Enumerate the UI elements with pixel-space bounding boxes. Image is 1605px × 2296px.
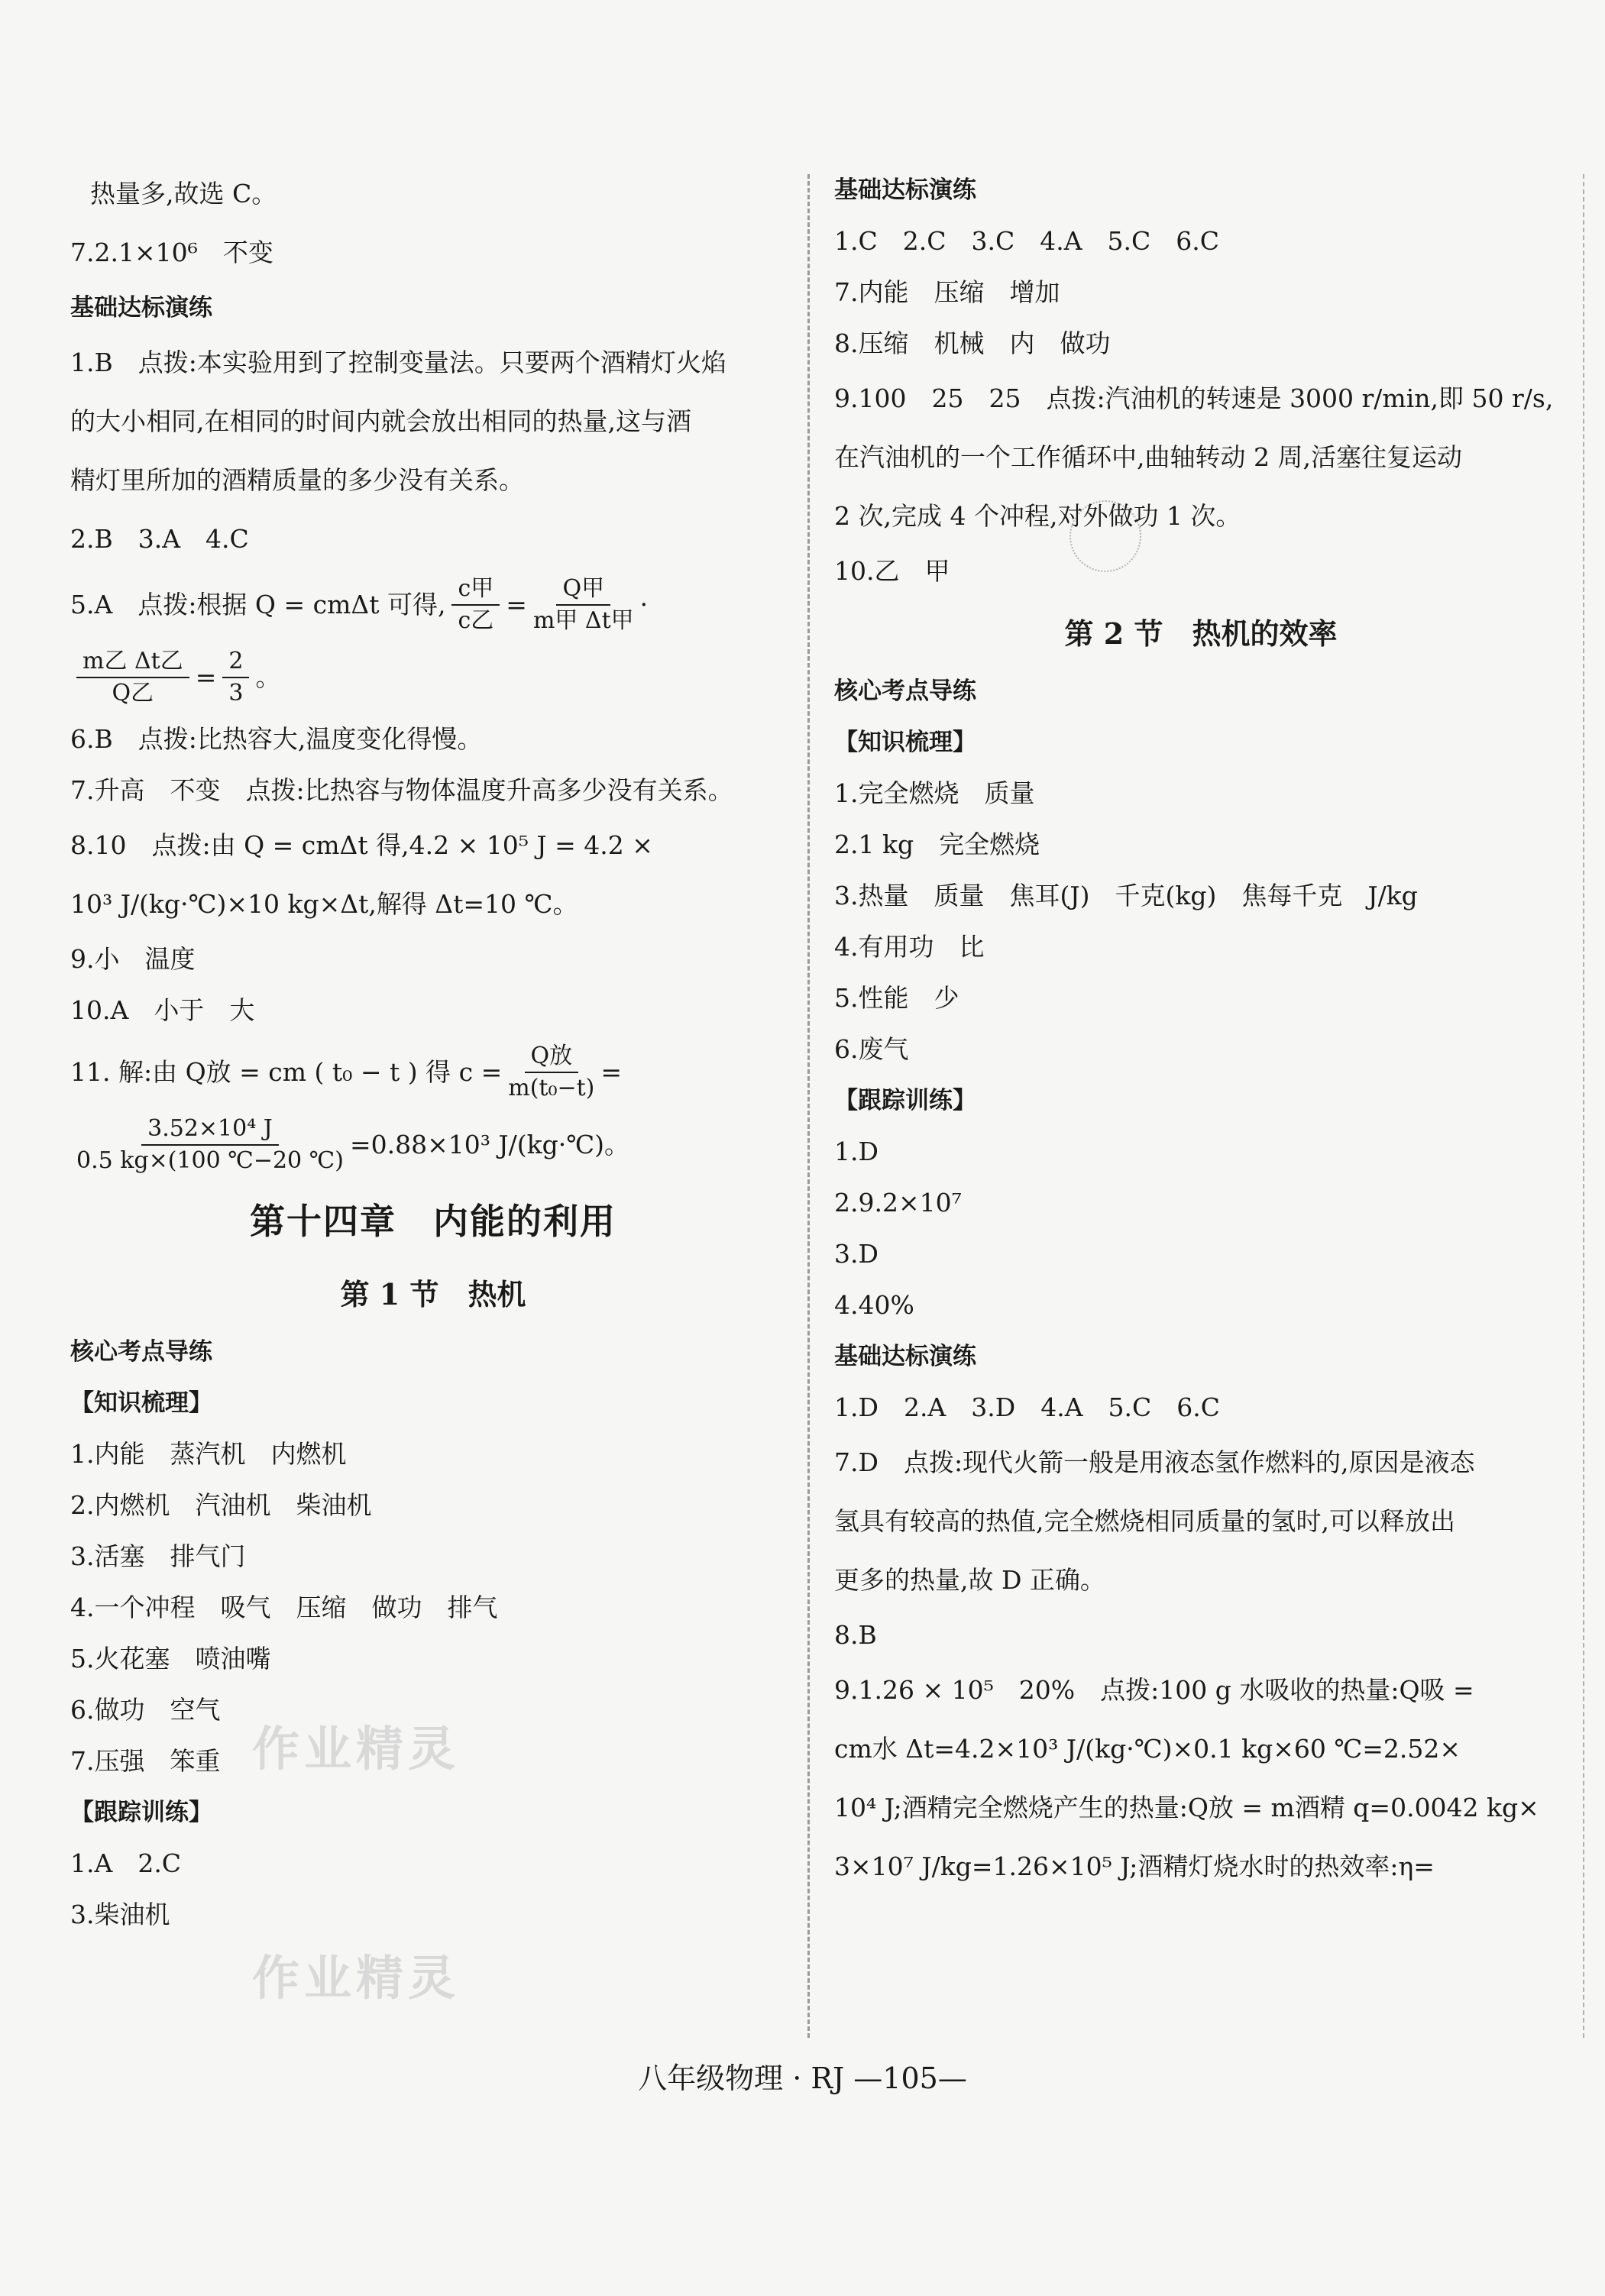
equals: = bbox=[506, 589, 527, 619]
watermark: 作业精灵 bbox=[252, 1721, 461, 1777]
equals: = bbox=[195, 661, 217, 692]
text: 11. 解:由 Q放 = cm ( t₀ − t ) 得 c = bbox=[70, 1056, 503, 1087]
text-line: cm水 Δt=4.2×10³ J/(kg·℃)×0.1 kg×60 ℃=2.52× bbox=[834, 1733, 1461, 1764]
right-border bbox=[1583, 174, 1584, 2038]
numerator: c甲 bbox=[451, 574, 500, 606]
text-line: 6.废气 bbox=[834, 1033, 909, 1064]
text-line: 1.D bbox=[834, 1136, 879, 1166]
numerator: Q甲 bbox=[556, 574, 610, 606]
column-divider bbox=[807, 174, 810, 2038]
formula-line bbox=[70, 641, 796, 713]
text-line: 3×10⁷ J/kg=1.26×10⁵ J;酒精灯烧水时的热效率:η= bbox=[834, 1851, 1435, 1881]
text-line: 3.活塞 排气门 bbox=[70, 1541, 246, 1571]
text-line: 更多的热量,故 D 正确。 bbox=[834, 1564, 1105, 1595]
text-line: 7.内能 压缩 增加 bbox=[834, 276, 1060, 307]
formula-line bbox=[70, 568, 796, 641]
left-column bbox=[70, 164, 796, 1940]
text-line: 10⁴ J;酒精完全燃烧产生的热量:Q放 = m酒精 q=0.0042 kg× bbox=[834, 1792, 1539, 1822]
numerator: Q放 bbox=[525, 1041, 579, 1073]
text-line: 氢具有较高的热值,完全燃烧相同质量的氢时,可以释放出 bbox=[834, 1505, 1455, 1536]
fraction bbox=[76, 1114, 344, 1176]
section-title: 第 2 节 热机的效率 bbox=[1064, 616, 1338, 651]
fraction bbox=[508, 1041, 594, 1104]
period: 。 bbox=[255, 661, 281, 692]
fraction bbox=[76, 646, 189, 709]
numerator: 2 bbox=[222, 646, 249, 678]
section-heading: 核心考点导练 bbox=[70, 1337, 212, 1366]
denominator: Q乙 bbox=[112, 679, 154, 707]
text-line: 7.压强 笨重 bbox=[70, 1745, 221, 1776]
chapter-title: 第十四章 内能的利用 bbox=[250, 1201, 616, 1242]
text-line: 4.有用功 比 bbox=[834, 931, 985, 962]
text-line: 8.B bbox=[834, 1619, 877, 1650]
subsection-heading: 【跟踪训练】 bbox=[834, 1086, 976, 1114]
denominator: 0.5 kg×(100 ℃−20 ℃) bbox=[76, 1146, 344, 1174]
equals: = bbox=[600, 1056, 623, 1087]
text-line: 2.9.2×10⁷ bbox=[834, 1187, 962, 1218]
subsection-heading: 【知识梳理】 bbox=[834, 728, 976, 756]
text-line: 6.B 点拨:比热容大,温度变化得慢。 bbox=[70, 723, 483, 754]
text-line: 热量多,故选 C。 bbox=[90, 178, 277, 209]
text-line: 1.内能 蒸汽机 内燃机 bbox=[70, 1438, 347, 1469]
denominator: m(t₀−t) bbox=[508, 1074, 595, 1101]
text-line: 7.2.1×10⁶ 不变 bbox=[70, 237, 273, 267]
denominator: 3 bbox=[228, 679, 244, 707]
formula-line bbox=[70, 1108, 796, 1181]
text-line: 2.内燃机 汽油机 柴油机 bbox=[70, 1489, 372, 1520]
text-line: 3.D bbox=[834, 1238, 879, 1269]
formula-line bbox=[70, 1036, 796, 1108]
text-line: 2.1 kg 完全燃烧 bbox=[834, 829, 1040, 859]
text: =0.88×10³ J/(kg·℃)。 bbox=[349, 1129, 630, 1159]
fraction bbox=[222, 646, 249, 709]
subsection-heading: 【知识梳理】 bbox=[70, 1389, 212, 1417]
text-line: 3.热量 质量 焦耳(J) 千克(kg) 焦每千克 J/kg bbox=[834, 880, 1418, 910]
text-line: 10.A 小于 大 bbox=[70, 994, 255, 1025]
fraction bbox=[451, 574, 500, 636]
text-line: 9.小 温度 bbox=[70, 943, 196, 974]
text-line: 10.乙 甲 bbox=[834, 555, 950, 586]
text-line: 1.B 点拨:本实验用到了控制变量法。只要两个酒精灯火焰 bbox=[70, 347, 726, 377]
numerator: m乙 Δt乙 bbox=[76, 646, 189, 678]
text-line: 1.D 2.A 3.D 4.A 5.C 6.C bbox=[834, 1392, 1220, 1422]
text-line: 1.完全燃烧 质量 bbox=[834, 778, 1035, 808]
text-line: 5.火花塞 喷油嘴 bbox=[70, 1643, 271, 1673]
section-heading: 基础达标演练 bbox=[834, 1342, 976, 1370]
text-line: 2 次,完成 4 个冲程,对外做功 1 次。 bbox=[834, 500, 1241, 531]
fraction bbox=[533, 574, 634, 636]
text-line: 1.A 2.C bbox=[70, 1848, 182, 1878]
text-line: 7.D 点拨:现代火箭一般是用液态氢作燃料的,原因是液态 bbox=[834, 1447, 1475, 1477]
text-line: 8.10 点拨:由 Q = cmΔt 得,4.2 × 10⁵ J = 4.2 × bbox=[70, 829, 653, 860]
text-line: 在汽油机的一个工作循环中,曲轴转动 2 周,活塞往复运动 bbox=[834, 441, 1462, 472]
subsection-heading: 【跟踪训练】 bbox=[70, 1798, 212, 1826]
text-line: 7.升高 不变 点拨:比热容与物体温度升高多少没有关系。 bbox=[70, 774, 733, 805]
denominator: c乙 bbox=[458, 606, 494, 634]
text-line: 9.1.26 × 10⁵ 20% 点拨:100 g 水吸收的热量:Q吸 = bbox=[834, 1674, 1474, 1705]
watermark: 作业精灵 bbox=[252, 1950, 461, 2006]
text-line: 10³ J/(kg·℃)×10 kg×Δt,解得 Δt=10 ℃。 bbox=[70, 888, 578, 919]
text-line: 8.压缩 机械 内 做功 bbox=[834, 328, 1111, 358]
text-line: 5.性能 少 bbox=[834, 982, 959, 1013]
right-column bbox=[834, 164, 1568, 1896]
section-title: 第 1 节 热机 bbox=[340, 1276, 526, 1311]
text-line: 3.柴油机 bbox=[70, 1899, 170, 1929]
section-heading: 基础达标演练 bbox=[70, 293, 212, 322]
text-line: 4.一个冲程 吸气 压缩 做功 排气 bbox=[70, 1592, 498, 1622]
section-heading: 核心考点导练 bbox=[834, 677, 976, 705]
section-heading: 基础达标演练 bbox=[834, 176, 976, 204]
text-line: 9.100 25 25 点拨:汽油机的转速是 3000 r/min,即 50 r/s, bbox=[834, 383, 1554, 413]
text-line: 精灯里所加的酒精质量的多少没有关系。 bbox=[70, 464, 524, 495]
text-line: 1.C 2.C 3.C 4.A 5.C 6.C bbox=[834, 225, 1219, 256]
text-line: 4.40% bbox=[834, 1289, 914, 1320]
page-footer: 八年级物理 · RJ —105— bbox=[638, 2062, 967, 2095]
text-line: 的大小相同,在相同的时间内就会放出相同的热量,这与酒 bbox=[70, 406, 691, 436]
dot: · bbox=[639, 589, 649, 619]
text: 5.A 点拨:根据 Q = cmΔt 可得, bbox=[70, 589, 446, 619]
text-line: 2.B 3.A 4.C bbox=[70, 523, 249, 554]
text-line: 6.做功 空气 bbox=[70, 1694, 221, 1725]
denominator: m甲 Δt甲 bbox=[532, 606, 634, 634]
numerator: 3.52×10⁴ J bbox=[141, 1114, 279, 1146]
